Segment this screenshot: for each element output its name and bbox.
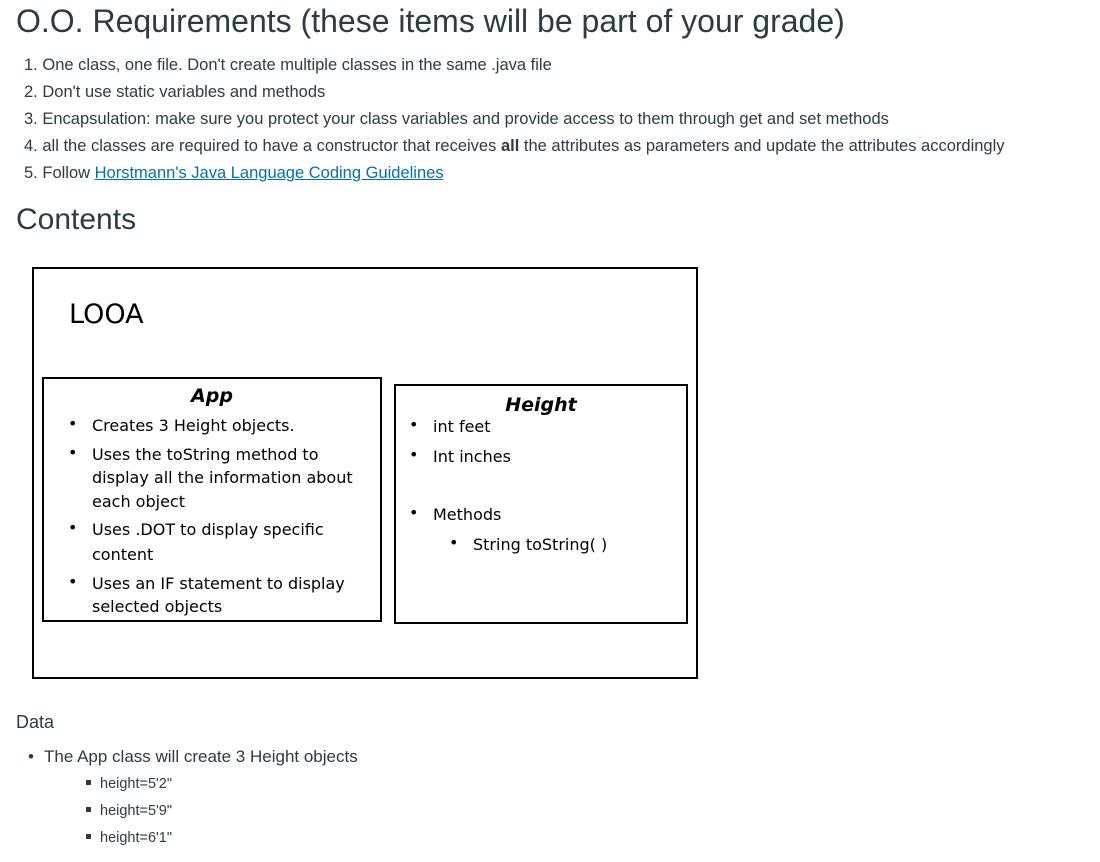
attribute-text: Int inches xyxy=(433,447,511,466)
item-text: the attributes as parameters and update the attributes accordingly xyxy=(519,137,1005,155)
bullet-icon: • xyxy=(68,518,78,537)
item-number: 5. xyxy=(24,164,38,182)
requirements-list xyxy=(0,52,1005,187)
square-bullet-icon xyxy=(86,807,91,812)
page-heading: O.O. Requirements (these items will be part of your grade) xyxy=(16,3,845,39)
item-text: Follow xyxy=(42,164,95,182)
app-bullet-text: selected objects xyxy=(92,597,223,616)
list-item xyxy=(24,79,1005,106)
item-text: all the classes are required to have a constructor that receives xyxy=(42,137,501,155)
app-bullet-text: Uses .DOT to display specific xyxy=(92,520,324,539)
bullet-icon: • xyxy=(409,503,419,522)
methods-label: Methods xyxy=(433,505,502,524)
list-item xyxy=(24,160,1005,187)
bullet-icon: • xyxy=(409,415,419,434)
bullet-icon: • xyxy=(449,533,459,552)
bullet-icon: • xyxy=(68,414,78,433)
item-text-bold: all xyxy=(500,137,520,155)
item-text: One class, one file. Don't create multiple classes in the same .java file xyxy=(42,56,552,74)
data-bullet-text: The App class will create 3 Height objects xyxy=(44,747,358,766)
app-bullet-text: each object xyxy=(92,492,185,511)
app-bullet-text: content xyxy=(92,545,154,564)
app-bullet-text: display all the information about xyxy=(92,468,353,487)
bullet-icon: • xyxy=(68,572,78,591)
looa-diagram xyxy=(32,267,698,679)
square-bullet-icon xyxy=(86,780,91,785)
data-heading: Data xyxy=(16,712,55,732)
attribute-text: int feet xyxy=(433,417,491,436)
guidelines-link[interactable]: Horstmann's Java Language Coding Guidelines xyxy=(94,164,444,182)
list-item xyxy=(86,803,172,819)
height-class-title: Height xyxy=(505,394,577,416)
app-bullet-text: Uses an IF statement to display xyxy=(92,574,345,593)
list-item xyxy=(86,776,172,792)
data-bullet xyxy=(28,747,358,767)
list-item xyxy=(24,52,1005,79)
item-number: 4. xyxy=(24,137,38,155)
bullet-icon: • xyxy=(409,445,419,464)
item-number: 2. xyxy=(24,83,38,101)
method-text: String toString( ) xyxy=(473,535,608,554)
item-number: 3. xyxy=(24,110,38,128)
height-value: height=5'2" xyxy=(100,776,173,792)
app-class-box xyxy=(42,377,382,622)
item-number: 1. xyxy=(24,56,38,74)
bullet-icon: • xyxy=(28,747,34,766)
bullet-icon: • xyxy=(68,443,78,462)
contents-heading: Contents xyxy=(16,203,137,236)
list-item xyxy=(86,830,172,846)
list-item xyxy=(24,106,1005,133)
square-bullet-icon xyxy=(86,834,91,839)
diagram-title: LOOA xyxy=(69,299,144,330)
height-class-box xyxy=(394,384,688,624)
height-value: height=5'9" xyxy=(100,803,173,819)
item-text: Don't use static variables and methods xyxy=(42,83,326,101)
height-value: height=6'1" xyxy=(100,830,173,846)
item-text: Encapsulation: make sure you protect your class variables and provide access to them through get and set methods xyxy=(42,110,889,128)
app-bullet-text: Uses the toString method to xyxy=(92,445,319,464)
app-class-title: App xyxy=(191,385,233,407)
app-bullet-text: Creates 3 Height objects. xyxy=(92,416,295,435)
list-item xyxy=(24,133,1005,160)
